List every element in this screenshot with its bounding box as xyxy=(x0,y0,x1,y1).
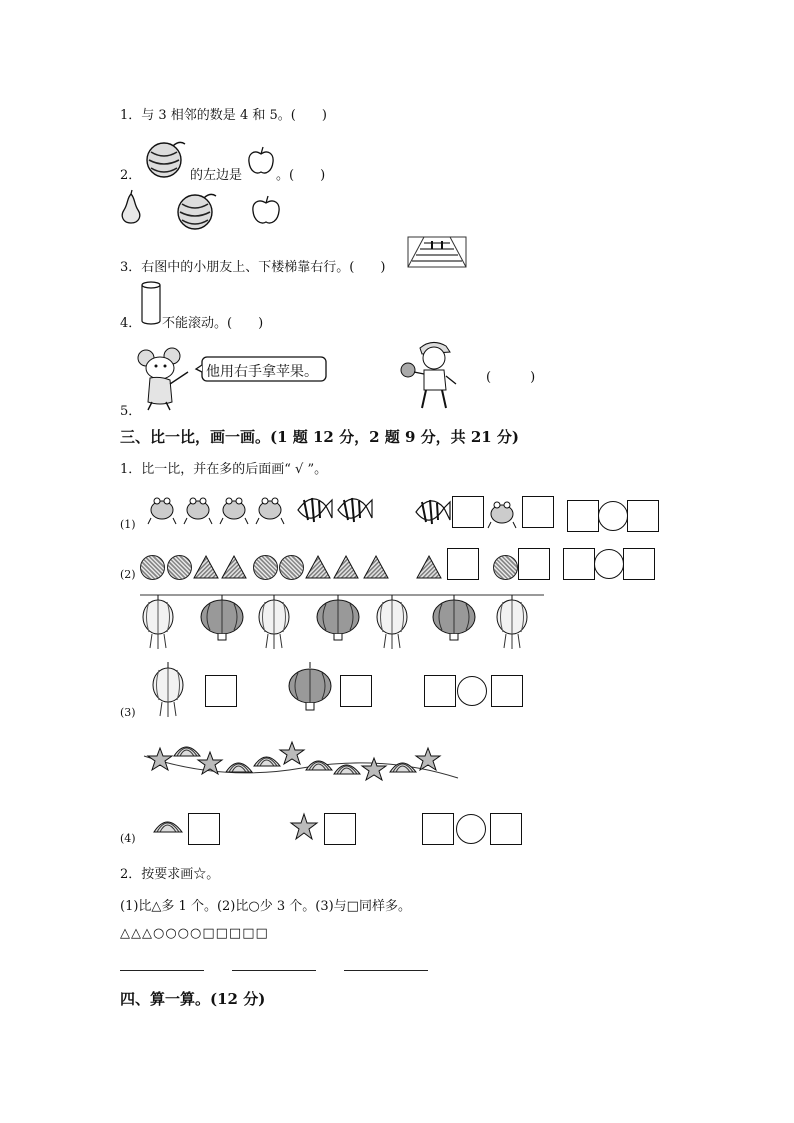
lanterns-row xyxy=(140,592,546,652)
triangles-pair xyxy=(193,554,249,580)
q1-text: 1．与 3 相邻的数是 4 和 5。( ) xyxy=(120,108,327,123)
light-lantern-icon xyxy=(150,662,190,720)
compare-box-right[interactable] xyxy=(623,548,655,580)
section3-title: 三、比一比，画一画。(1 题 12 分，2 题 9 分，共 21 分) xyxy=(120,428,520,446)
answer-box[interactable] xyxy=(205,675,237,707)
row-label-3: (3) xyxy=(120,706,136,719)
q5-bracket: ( ) xyxy=(486,370,536,385)
apple-icon xyxy=(250,194,282,226)
pear-icon xyxy=(117,190,147,226)
compare-box-left[interactable] xyxy=(567,500,599,532)
answer-box[interactable] xyxy=(340,675,372,707)
row-label-4: (4) xyxy=(120,832,136,845)
triangle-icon xyxy=(416,554,444,580)
dark-lantern-icon xyxy=(317,595,359,640)
s3-q2-shapes: △△△○○○○□□□□□ xyxy=(120,926,269,941)
answer-box[interactable] xyxy=(188,813,220,845)
compare-box-right[interactable] xyxy=(627,500,659,532)
q5-number: 5． xyxy=(120,404,142,419)
row-label-1: (1) xyxy=(120,518,136,531)
dark-lantern-icon xyxy=(433,595,475,640)
dotted-circle xyxy=(493,555,518,580)
frog-icon xyxy=(256,498,284,524)
compare-circle[interactable] xyxy=(456,814,486,844)
starfish-icon xyxy=(148,748,172,770)
dark-lantern-icon xyxy=(201,595,243,640)
shell-icon xyxy=(334,765,360,774)
answer-line-1[interactable] xyxy=(120,970,204,971)
light-lantern-icon xyxy=(377,595,407,649)
frog-icon xyxy=(184,498,212,524)
apple-icon xyxy=(246,145,276,175)
shell-icon xyxy=(226,763,252,772)
shell-icon xyxy=(152,814,184,836)
watermelon-icon xyxy=(145,138,187,180)
fish-icon xyxy=(338,498,372,522)
cylinder-icon xyxy=(140,280,164,326)
stars-shells-row xyxy=(142,738,462,784)
frog-icon xyxy=(486,496,520,530)
dotted-circle xyxy=(140,555,165,580)
compare-box-right[interactable] xyxy=(491,675,523,707)
q3-text: 3．右图中的小朋友上、下楼梯靠右行。( ) xyxy=(120,260,386,275)
fish-icon xyxy=(298,498,332,522)
answer-box[interactable] xyxy=(447,548,479,580)
starfish-icon xyxy=(290,814,318,840)
light-lantern-icon xyxy=(497,595,527,649)
answer-line-2[interactable] xyxy=(232,970,316,971)
fish-icon xyxy=(412,490,452,532)
mouse-teacher-picture xyxy=(136,346,196,412)
compare-box-left[interactable] xyxy=(424,675,456,707)
q2-number: 2． xyxy=(120,168,142,183)
answer-box[interactable] xyxy=(324,813,356,845)
q4-text: 不能滚动。( ) xyxy=(162,316,264,331)
answer-box[interactable] xyxy=(518,548,550,580)
starfish-icon xyxy=(362,758,386,780)
q2-text-end: 。( ) xyxy=(276,168,326,183)
dotted-circle xyxy=(167,555,192,580)
speech-text: 他用右手拿苹果。 xyxy=(206,364,318,380)
starfish-icon xyxy=(416,748,440,770)
watermelon-icon xyxy=(176,190,218,232)
s3-q1-text: 1．比一比，并在多的后面画“ √ ”。 xyxy=(120,462,328,477)
shell-icon xyxy=(174,747,200,756)
answer-line-3[interactable] xyxy=(344,970,428,971)
frogs-row xyxy=(146,492,286,526)
starfish-icon xyxy=(280,742,304,764)
triangles-triple xyxy=(305,554,391,580)
stairs-picture xyxy=(406,231,470,269)
compare-circle[interactable] xyxy=(594,549,624,579)
frog-icon xyxy=(148,498,176,524)
shell-icon xyxy=(306,761,332,770)
answer-box[interactable] xyxy=(452,496,484,528)
boy-with-apple-picture xyxy=(396,338,466,412)
light-lantern-icon xyxy=(259,595,289,649)
compare-box-left[interactable] xyxy=(563,548,595,580)
compare-circle[interactable] xyxy=(598,501,628,531)
dotted-circle xyxy=(279,555,304,580)
dotted-circle xyxy=(253,555,278,580)
compare-box-left[interactable] xyxy=(422,813,454,845)
q2-text-mid: 的左边是 xyxy=(190,168,243,183)
shell-icon xyxy=(254,757,280,766)
frog-icon xyxy=(220,498,248,524)
light-lantern-icon xyxy=(143,595,173,649)
q4-number: 4． xyxy=(120,316,142,331)
row-label-2: (2) xyxy=(120,568,136,581)
fish-row xyxy=(294,488,374,530)
compare-box-right[interactable] xyxy=(490,813,522,845)
s3-q2-text: 2．按要求画☆。 xyxy=(120,867,220,882)
section4-title: 四、算一算。(12 分) xyxy=(120,990,266,1008)
answer-box[interactable] xyxy=(522,496,554,528)
compare-circle[interactable] xyxy=(457,676,487,706)
s3-q2-requirements: (1)比△多 1 个。(2)比○少 3 个。(3)与□同样多。 xyxy=(120,899,411,914)
dark-lantern-icon xyxy=(288,662,336,718)
